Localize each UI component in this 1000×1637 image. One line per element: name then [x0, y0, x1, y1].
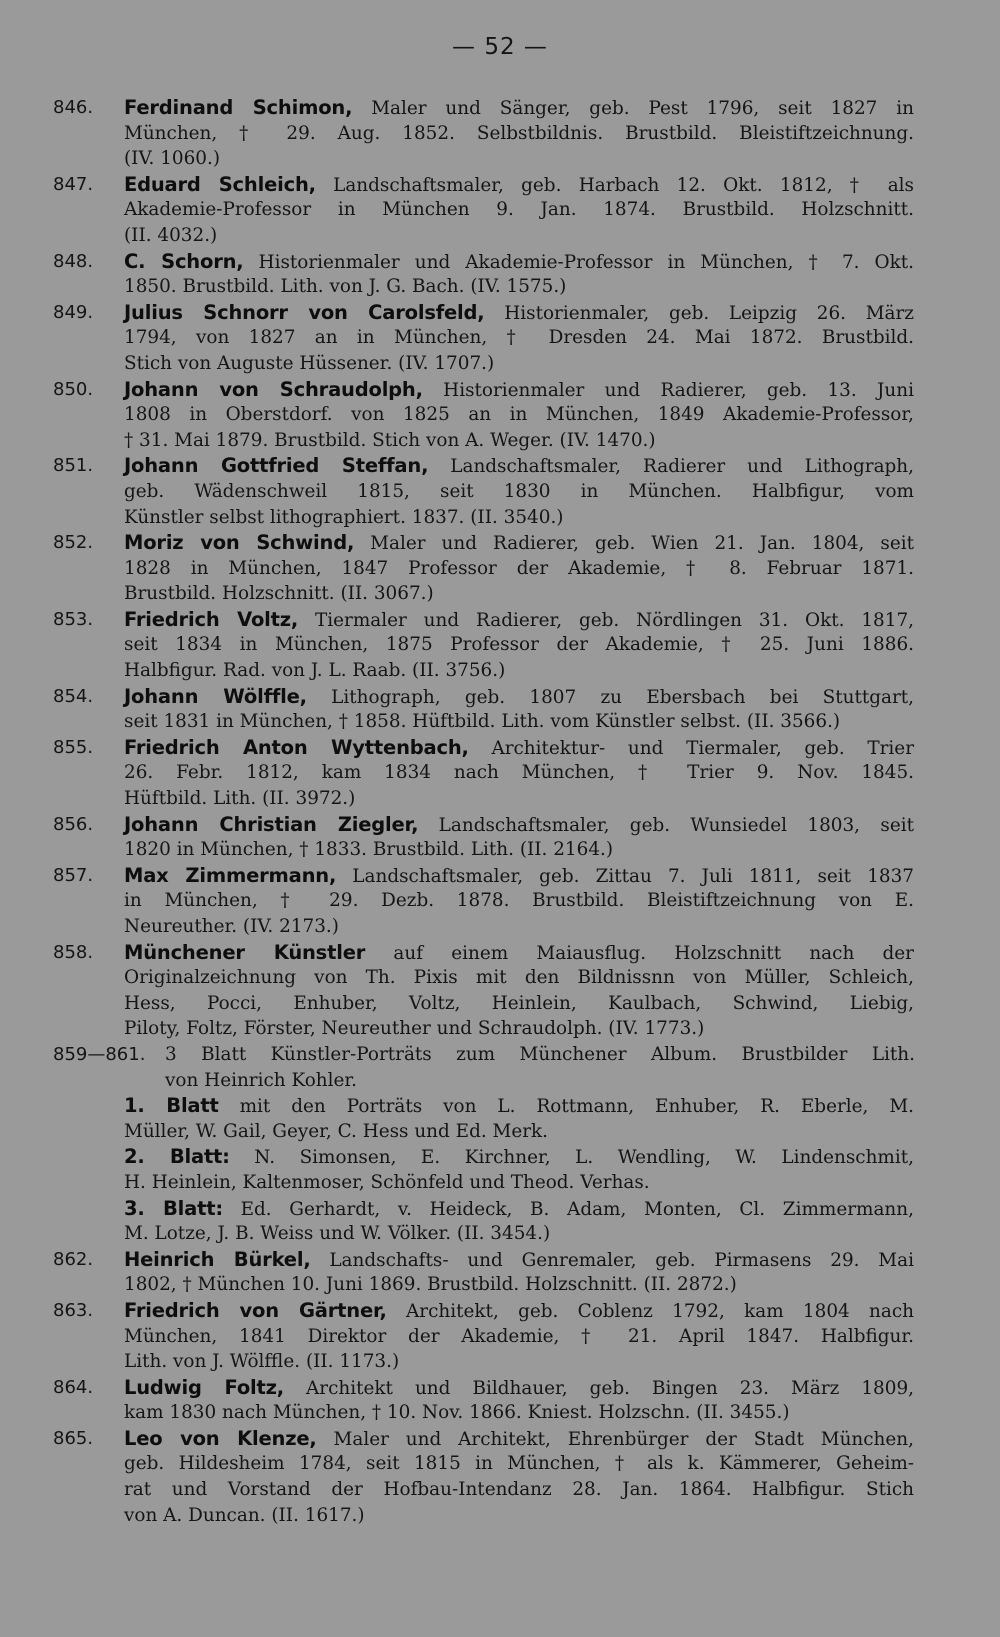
entry-line-text — [124, 530, 914, 557]
entry-line — [0, 1349, 1000, 1375]
entry-line-text — [124, 453, 914, 480]
entry-number: 862. — [53, 1248, 94, 1270]
entry-line — [0, 760, 1000, 786]
entry-line — [0, 709, 1000, 735]
entry-line — [0, 1119, 1000, 1145]
entry-line — [0, 428, 1000, 454]
entry-line — [0, 1221, 1000, 1247]
entry-line-text — [124, 172, 914, 199]
entry-text: Architekt, geb. Coblenz 1792, kam 1804 nach — [406, 1300, 914, 1322]
artist-name: Münchener Künstler — [124, 940, 366, 964]
entry-number: 863. — [53, 1299, 94, 1321]
entry-line — [0, 1451, 1000, 1477]
entry-text: (II. 4032.) — [124, 224, 218, 246]
entry-line — [0, 95, 1000, 121]
entry-line — [0, 1093, 1000, 1119]
entry-text: Hüftbild. Lith. (II. 3972.) — [124, 788, 356, 810]
artist-name: 3. Blatt: — [124, 1196, 223, 1220]
entry-text: München, † 29. Aug. 1852. Selbstbildnis. Brustbild. Bleistiftzeichnung. — [124, 122, 914, 144]
entry-line — [0, 684, 1000, 710]
entry-text: Künstler selbst lithographiert. 1837. (II. 3540.) — [124, 506, 564, 528]
entry-text: in München, † 29. Dezb. 1878. Brustbild. Bleistiftzeichnung von E. — [124, 890, 914, 912]
entry-number: 848. — [53, 250, 94, 272]
entry-line-text — [124, 1298, 914, 1325]
entry-line-text — [124, 1093, 914, 1120]
entry-text: Maler und Radierer, geb. Wien 21. Jan. 1804, seit — [370, 533, 914, 555]
entry-text: 3 Blatt Künstler-Porträts zum Münchener Album. Brustbilder Lith. — [165, 1043, 915, 1065]
entry-line — [0, 274, 1000, 300]
entry-number: 859—861. — [53, 1043, 146, 1065]
catalog-entry — [0, 1042, 1000, 1093]
entry-line — [0, 453, 1000, 479]
artist-name: Ferdinand Schimon, — [124, 96, 353, 119]
entry-line — [0, 505, 1000, 531]
entry-number: 852. — [53, 532, 94, 554]
entry-line-text — [124, 1426, 914, 1453]
entry-line — [0, 991, 1000, 1017]
catalog-entry — [0, 1144, 1000, 1195]
entry-line — [0, 351, 1000, 377]
entry-number: 854. — [53, 685, 94, 707]
entry-line — [0, 1272, 1000, 1298]
entry-number: 864. — [53, 1376, 94, 1398]
entry-line — [0, 1042, 1000, 1068]
entry-text: Landschaftsmaler, geb. Harbach 12. Okt. 1812, † als — [333, 174, 914, 196]
catalog-entry — [0, 684, 1000, 735]
entry-number: 855. — [53, 736, 94, 758]
artist-name: 2. Blatt: — [124, 1145, 230, 1169]
catalog-entry — [0, 453, 1000, 530]
artist-name: Max Zimmermann, — [124, 863, 337, 887]
entry-text: Hess, Pocci, Enhuber, Voltz, Heinlein, Kaulbach, Schwind, Liebig, — [124, 992, 914, 1014]
entry-line-text — [124, 863, 914, 890]
entry-line-text — [124, 300, 914, 327]
entry-line — [0, 402, 1000, 428]
entry-text: rat und Vorstand der Hofbau-Intendanz 28. Jan. 1864. Halbfigur. Stich — [124, 1479, 914, 1501]
entry-text: Stich von Auguste Hüssener. (IV. 1707.) — [124, 352, 495, 374]
entry-line — [0, 249, 1000, 275]
entry-number: 856. — [53, 813, 94, 835]
entry-line — [0, 735, 1000, 761]
entry-text: Landschaftsmaler, geb. Zittau 7. Juli 1811, seit 1837 — [352, 865, 914, 887]
entry-number: 865. — [53, 1427, 94, 1449]
catalog-entry — [0, 1298, 1000, 1375]
entry-line — [0, 146, 1000, 172]
entry-line — [0, 1375, 1000, 1401]
entry-number: 857. — [53, 864, 94, 886]
entry-text: N. Simonsen, E. Kirchner, L. Wendling, W. Lindenschmit, — [254, 1147, 914, 1169]
entry-line — [0, 1503, 1000, 1529]
entry-list — [0, 95, 1000, 1528]
entry-text: Tiermaler und Radierer, geb. Nördlingen 31. Okt. 1817, — [315, 609, 914, 631]
artist-name: Leo von Klenze, — [124, 1426, 317, 1450]
entry-text: 1808 in Oberstdorf. von 1825 an in München, 1849 Akademie-Professor, — [124, 404, 914, 426]
entry-text: Historienmaler und Radierer, geb. 13. Juni — [443, 379, 914, 401]
artist-name: Julius Schnorr von Carolsfeld, — [124, 300, 485, 324]
entry-text: 1802, † München 10. Juni 1869. Brustbild. Holzschnitt. (II. 2872.) — [124, 1274, 737, 1296]
entry-line — [0, 607, 1000, 633]
entry-text: auf einem Maiausflug. Holzschnitt nach der — [393, 942, 914, 964]
entry-text: geb. Wädenschweil 1815, seit 1830 in München. Halbfigur, vom — [124, 480, 914, 502]
artist-name: Heinrich Bürkel, — [124, 1247, 311, 1271]
entry-text: seit 1834 in München, 1875 Professor der Akademie, † 25. Juni 1886. — [124, 634, 914, 656]
entry-text: Akademie-Professor in München 9. Jan. 1874. Brustbild. Holzschnitt. — [124, 199, 914, 221]
artist-name: Friedrich Voltz, — [124, 607, 299, 631]
entry-text: (IV. 1060.) — [124, 148, 221, 170]
artist-name: Moriz von Schwind, — [124, 531, 355, 555]
entry-line-text — [124, 95, 914, 122]
entry-line-text — [124, 607, 914, 634]
catalog-entry — [0, 863, 1000, 940]
artist-name: Johann Wölffle, — [124, 684, 307, 708]
entry-line — [0, 530, 1000, 556]
catalog-entry — [0, 940, 1000, 1042]
entry-line — [0, 377, 1000, 403]
entry-line-text — [124, 377, 914, 404]
entry-line — [0, 581, 1000, 607]
entry-line-text — [124, 735, 914, 762]
entry-line — [0, 1400, 1000, 1426]
catalog-entry — [0, 735, 1000, 812]
entry-line — [0, 888, 1000, 914]
entry-text: H. Heinlein, Kaltenmoser, Schönfeld und Theod. Verhas. — [124, 1171, 650, 1193]
entry-text: 1850. Brustbild. Lith. von J. G. Bach. (IV. 1575.) — [124, 276, 567, 298]
entry-line — [0, 965, 1000, 991]
entry-line — [0, 1324, 1000, 1350]
entry-line — [0, 1144, 1000, 1170]
entry-line-text — [124, 940, 914, 967]
catalog-entry — [0, 1093, 1000, 1144]
catalog-entry — [0, 95, 1000, 172]
entry-text: Neureuther. (IV. 2173.) — [124, 916, 339, 937]
entry-number: 849. — [53, 301, 94, 323]
entry-text: Halbfigur. Rad. von J. L. Raab. (II. 3756.) — [124, 660, 506, 682]
catalog-entry — [0, 300, 1000, 377]
entry-line — [0, 658, 1000, 684]
artist-name: Johann Christian Ziegler, — [124, 812, 419, 836]
entry-number: 846. — [53, 97, 94, 118]
entry-line-text — [124, 249, 914, 276]
catalog-entry — [0, 812, 1000, 863]
entry-line-text — [124, 812, 914, 839]
entry-text: Lith. von J. Wölffle. (II. 1173.) — [124, 1351, 400, 1373]
entry-number: 853. — [53, 608, 94, 630]
entry-text: 1828 in München, 1847 Professor der Akademie, † 8. Februar 1871. — [124, 557, 914, 579]
catalog-entry — [0, 1247, 1000, 1298]
entry-line-text — [124, 1247, 914, 1274]
entry-line — [0, 1477, 1000, 1503]
entry-line — [0, 632, 1000, 658]
artist-name: C. Schorn, — [124, 249, 244, 273]
catalog-entry — [0, 1196, 1000, 1247]
entry-text: 26. Febr. 1812, kam 1834 nach München, † Trier 9. Nov. 1845. — [124, 762, 914, 784]
entry-text: Ed. Gerhardt, v. Heideck, B. Adam, Monten, Cl. Zimmermann, — [240, 1198, 914, 1220]
entry-line — [0, 863, 1000, 889]
entry-text: von Heinrich Kohler. — [165, 1069, 358, 1091]
catalog-entry — [0, 530, 1000, 607]
entry-text: 1794, von 1827 an in München, † Dresden 24. Mai 1872. Brustbild. — [124, 327, 914, 349]
artist-name: Johann Gottfried Steffan, — [124, 454, 429, 478]
page-number: — 52 — — [452, 34, 548, 60]
entry-line — [0, 1170, 1000, 1196]
entry-line — [0, 1426, 1000, 1452]
entry-line — [0, 172, 1000, 198]
entry-text: Brustbild. Holzschnitt. (II. 3067.) — [124, 583, 434, 605]
entry-line — [0, 837, 1000, 863]
entry-text: † 31. Mai 1879. Brustbild. Stich von A. Weger. (IV. 1470.) — [124, 429, 656, 451]
artist-name: Friedrich von Gärtner, — [124, 1298, 387, 1322]
entry-line — [0, 325, 1000, 351]
entry-number: 847. — [53, 173, 94, 195]
entry-text: Müller, W. Gail, Geyer, C. Hess und Ed. Merk. — [124, 1120, 549, 1142]
entry-text: Originalzeichnung von Th. Pixis mit den Bildnissnn von Müller, Schleich, — [124, 967, 914, 989]
entry-line-text — [124, 1196, 914, 1223]
catalog-entry — [0, 1426, 1000, 1528]
entry-line — [0, 1016, 1000, 1042]
catalog-entry — [0, 249, 1000, 300]
entry-text: München, 1841 Direktor der Akademie, † 21. April 1847. Halbfigur. — [124, 1325, 914, 1347]
entry-line — [0, 479, 1000, 505]
entry-line — [0, 812, 1000, 838]
entry-line — [0, 1068, 1000, 1094]
entry-line — [0, 300, 1000, 326]
entry-text: kam 1830 nach München, † 10. Nov. 1866. Kniest. Holzschn. (II. 3455.) — [124, 1402, 790, 1424]
artist-name: 1. Blatt — [124, 1094, 219, 1118]
entry-text: Landschaftsmaler, Radierer und Lithograph, — [450, 456, 914, 478]
entry-number: 851. — [53, 455, 94, 477]
entry-text: Landschaftsmaler, geb. Wunsiedel 1803, seit — [438, 814, 914, 836]
artist-name: Johann von Schraudolph, — [124, 377, 423, 401]
entry-text: Historienmaler und Akademie-Professor in München, † 7. Okt. — [258, 251, 914, 273]
entry-number: 858. — [53, 941, 94, 963]
catalog-entry — [0, 172, 1000, 249]
catalog-entry — [0, 377, 1000, 454]
entry-text: Landschafts- und Genremaler, geb. Pirmasens 29. Mai — [329, 1249, 914, 1271]
entry-text: M. Lotze, J. B. Weiss und W. Völker. (II. 3454.) — [124, 1223, 551, 1245]
entry-line-text — [124, 1375, 914, 1402]
entry-line — [0, 786, 1000, 812]
entry-text: 1820 in München, † 1833. Brustbild. Lith. (II. 2164.) — [124, 839, 614, 861]
entry-line — [0, 1247, 1000, 1273]
entry-line-text — [124, 684, 914, 711]
entry-line — [0, 914, 1000, 940]
entry-text: seit 1831 in München, † 1858. Hüftbild. Lith. vom Künstler selbst. (II. 3566.) — [124, 711, 841, 733]
entry-text: Lithograph, geb. 1807 zu Ebersbach bei Stuttgart, — [331, 686, 914, 708]
entry-text: Maler und Sänger, geb. Pest 1796, seit 1827 in — [371, 98, 914, 119]
entry-text: geb. Hildesheim 1784, seit 1815 in München, † als k. Kämmerer, Geheim- — [124, 1453, 914, 1475]
entry-line — [0, 1298, 1000, 1324]
entry-line — [0, 121, 1000, 147]
entry-text: mit den Porträts von L. Rottmann, Enhuber, R. Eberle, M. — [239, 1096, 915, 1118]
entry-line — [0, 197, 1000, 223]
entry-line — [0, 1196, 1000, 1222]
entry-line — [0, 223, 1000, 249]
entry-text: von A. Duncan. (II. 1617.) — [124, 1504, 365, 1526]
entry-number: 850. — [53, 378, 94, 400]
entry-text: Architektur- und Tiermaler, geb. Trier — [491, 737, 914, 759]
entry-line — [0, 556, 1000, 582]
entry-text: Piloty, Foltz, Förster, Neureuther und Schraudolph. (IV. 1773.) — [124, 1018, 705, 1040]
entry-text: Maler und Architekt, Ehrenbürger der Stadt München, — [333, 1428, 914, 1450]
entry-line-text — [124, 1144, 914, 1171]
entry-text: Historienmaler, geb. Leipzig 26. März — [504, 302, 914, 324]
catalog-entry — [0, 607, 1000, 684]
entry-text: Architekt und Bildhauer, geb. Bingen 23. März 1809, — [306, 1377, 914, 1399]
artist-name: Ludwig Foltz, — [124, 1375, 284, 1399]
artist-name: Eduard Schleich, — [124, 172, 316, 196]
catalog-entry — [0, 1375, 1000, 1426]
entry-line — [0, 940, 1000, 966]
artist-name: Friedrich Anton Wyttenbach, — [124, 735, 469, 759]
